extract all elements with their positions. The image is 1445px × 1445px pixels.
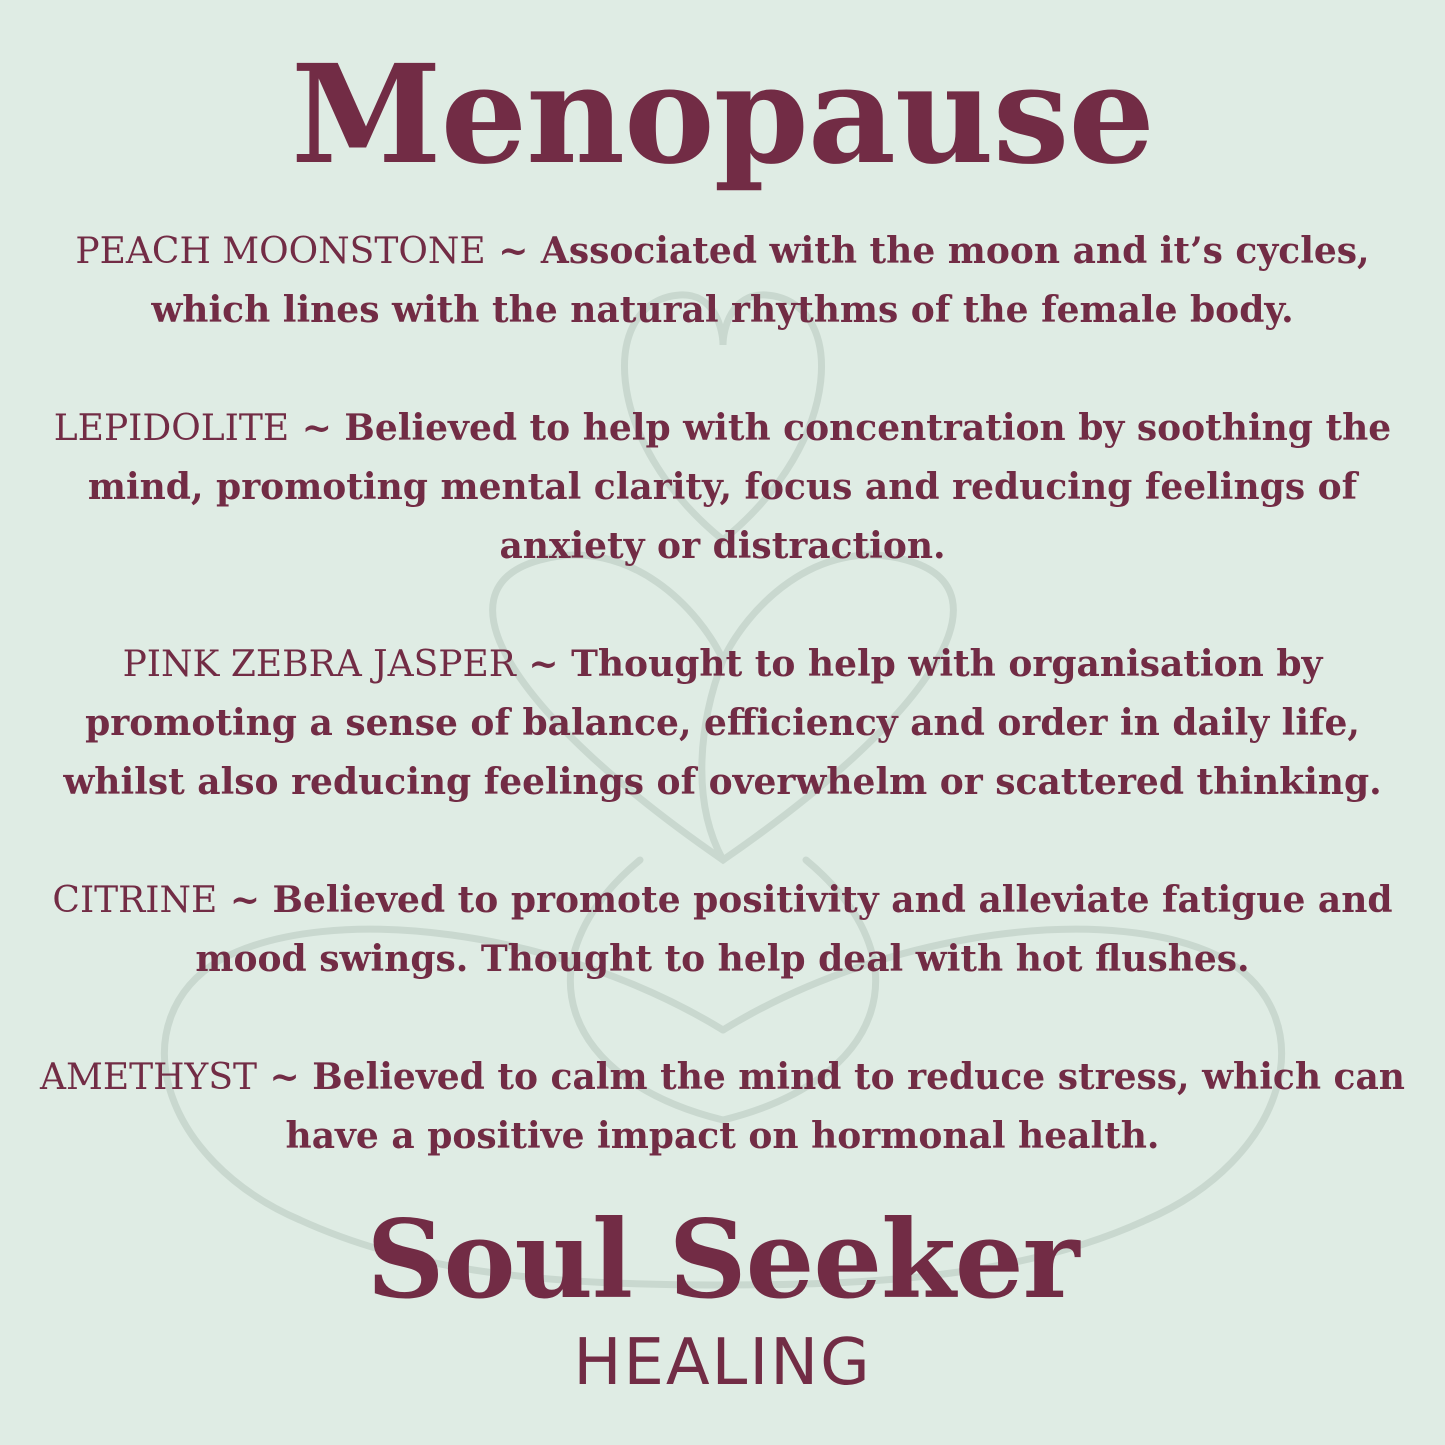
list-item [40,871,1405,989]
list-item [40,222,1405,340]
list-item [40,399,1405,576]
crystal-name: PEACH MOONSTONE [75,231,486,272]
crystal-name: AMETHYST [40,1057,257,1098]
brand-name: Soul Seeker [366,1197,1079,1323]
crystal-name: CITRINE [52,880,218,921]
crystal-description: ~ Associated with the moon and it’s cycles, which lines with the natural rhythms of the female body. [151,230,1370,331]
brand-tagline: HEALING [573,1326,872,1400]
crystal-list [40,222,1405,1225]
page-title: Menopause [291,35,1154,195]
crystal-description: ~ Thought to help with organisation by promoting a sense of balance, efficiency and order in daily life, whilst also reducing feelings of overwhelm or scattered thinking. [63,643,1382,803]
crystal-name: PINK ZEBRA JASPER [122,644,516,685]
crystal-description: ~ Believed to promote positivity and alleviate fatigue and mood swings. Thought to help deal with hot flushes. [195,879,1393,980]
list-item [40,635,1405,812]
crystal-description: ~ Believed to calm the mind to reduce stress, which can have a positive impact on hormonal health. [257,1056,1405,1157]
list-item [40,1048,1405,1166]
crystal-description: ~ Believed to help with concentration by soothing the mind, promoting mental clarity, focus and reducing feelings of anxiety or distraction. [87,407,1392,567]
crystal-name: LEPIDOLITE [53,408,290,449]
